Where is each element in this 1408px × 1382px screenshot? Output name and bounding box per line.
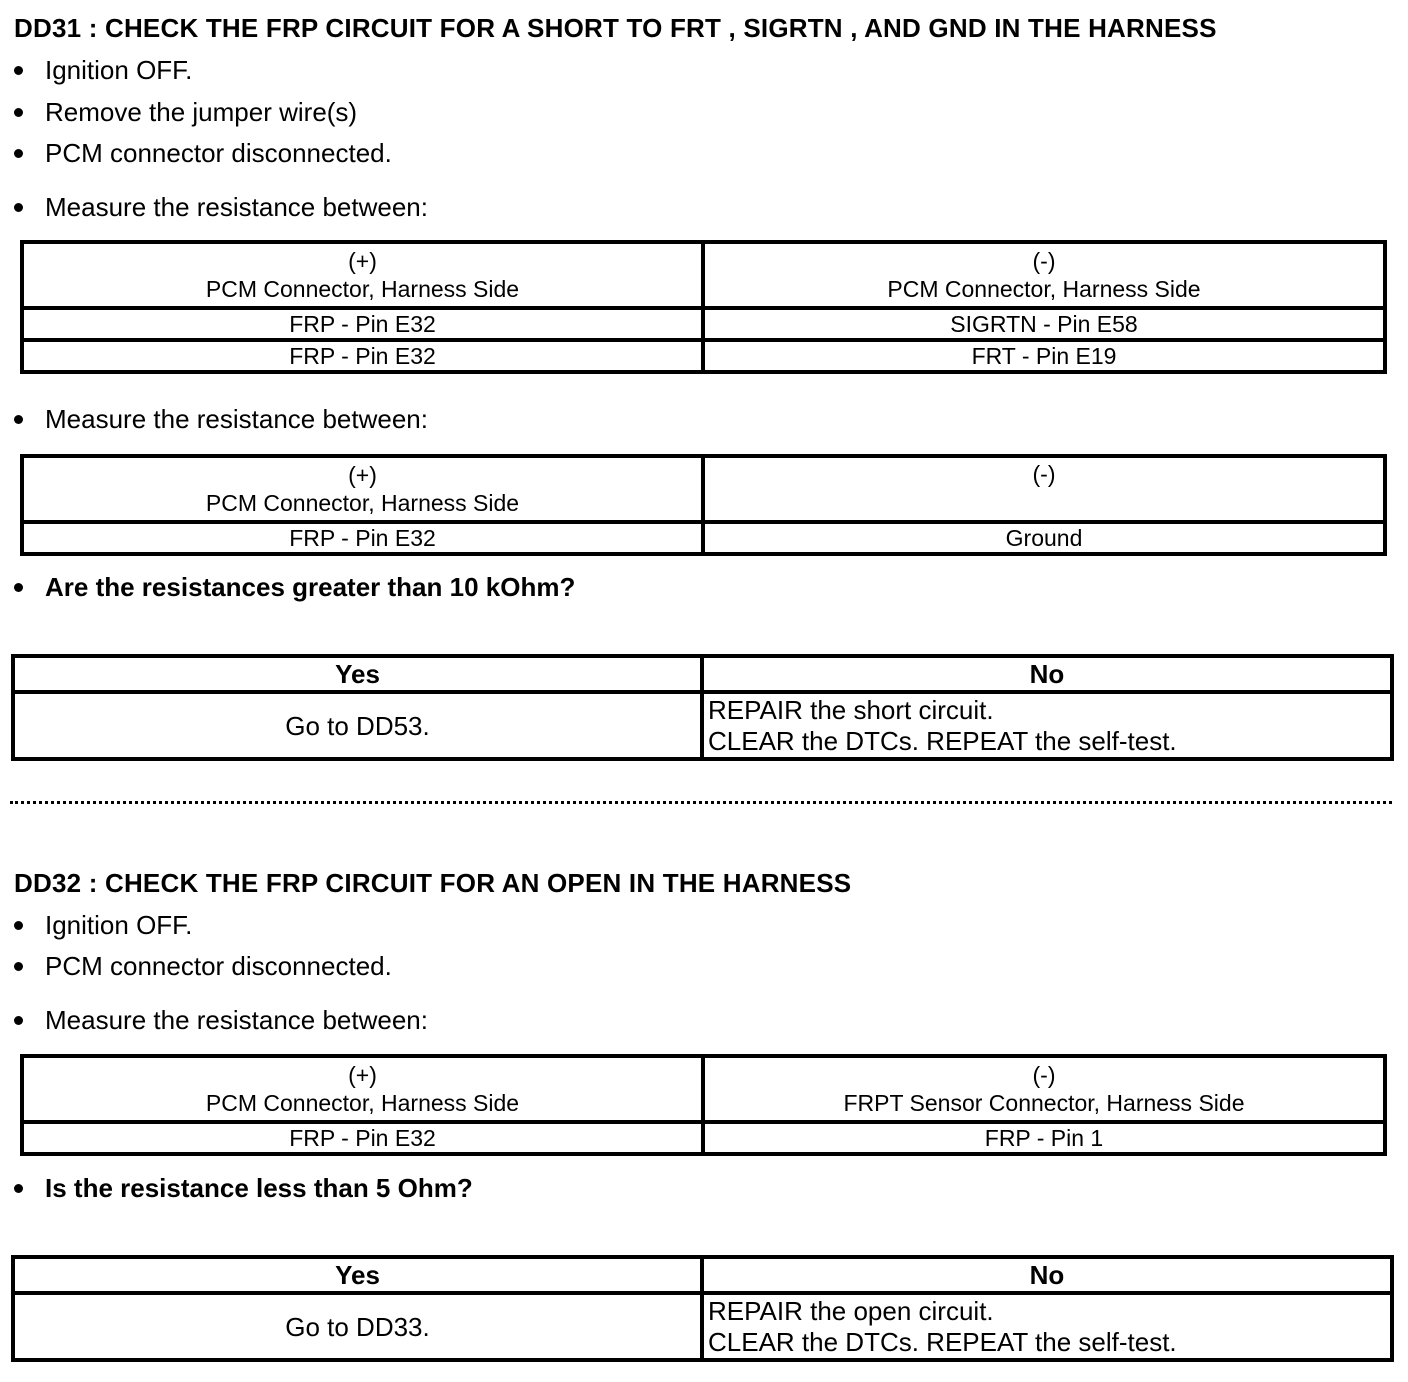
step-text: Ignition OFF.: [45, 910, 193, 940]
header-label: PCM Connector, Harness Side: [205, 276, 520, 302]
step-text: PCM connector disconnected.: [45, 951, 392, 981]
yes-action: Go to DD33.: [13, 1293, 702, 1360]
table-cell: FRP - Pin E32: [22, 340, 703, 372]
no-action-line: REPAIR the open circuit.: [708, 1295, 994, 1326]
dd32-decision-table: [11, 1255, 1394, 1362]
dd31-heading: DD31 : CHECK THE FRP CIRCUIT FOR A SHORT TO FRT , SIGRTN , AND GND IN THE HARNESS: [14, 13, 1217, 43]
dd32-heading: DD32 : CHECK THE FRP CIRCUIT FOR AN OPEN IN THE HARNESS: [14, 868, 852, 898]
table-header-minus: [703, 456, 1385, 522]
table-cell: FRT - Pin E19: [703, 340, 1385, 372]
dd31-decision-table: [11, 654, 1394, 761]
table-cell: Ground: [703, 522, 1385, 554]
dd31-step-jumper: [14, 97, 357, 127]
header-label: FRPT Sensor Connector, Harness Side: [843, 1090, 1245, 1116]
table-cell: FRP - Pin E32: [22, 1122, 703, 1154]
bullet-icon: [14, 66, 23, 75]
no-header: No: [702, 1257, 1392, 1293]
dd32-measure-1: [14, 1005, 428, 1035]
dd31-question: [14, 572, 575, 602]
bullet-icon: [14, 1184, 23, 1193]
table-cell: FRP - Pin 1: [703, 1122, 1385, 1154]
question-text: Is the resistance less than 5 Ohm?: [45, 1173, 473, 1203]
no-action: [702, 692, 1392, 759]
table-header-plus: [22, 456, 703, 522]
header-sign: (-): [1032, 461, 1056, 487]
header-sign: (+): [348, 1062, 377, 1088]
step-text: Remove the jumper wire(s): [45, 97, 358, 127]
dd32-measure-table-1: [20, 1054, 1387, 1156]
header-sign: (+): [348, 462, 377, 488]
header-sign: (-): [1032, 248, 1056, 274]
dd31-measure-table-1: [20, 240, 1387, 374]
step-text: Measure the resistance between:: [45, 1005, 428, 1035]
dd32-step-ignition: [14, 910, 192, 940]
dd31-step-ignition: [14, 55, 192, 85]
header-sign: (-): [1032, 1062, 1056, 1088]
table-header-plus: [22, 1056, 703, 1122]
step-text: Measure the resistance between:: [45, 192, 428, 222]
yes-header: Yes: [13, 1257, 702, 1293]
dd31-measure-1: [14, 192, 428, 222]
bullet-icon: [14, 921, 23, 930]
dd31-step-connector: [14, 138, 392, 168]
table-header-plus: [22, 242, 703, 308]
table-header-minus: [703, 242, 1385, 308]
bullet-icon: [14, 1016, 23, 1025]
dd31-measure-table-2: [20, 454, 1387, 556]
bullet-icon: [14, 583, 23, 592]
table-cell: FRP - Pin E32: [22, 308, 703, 340]
bullet-icon: [14, 149, 23, 158]
header-sign: (+): [348, 248, 377, 274]
dd32-step-connector: [14, 951, 392, 981]
question-text: Are the resistances greater than 10 kOhm?: [45, 572, 576, 602]
no-action-line: CLEAR the DTCs. REPEAT the self-test.: [708, 1326, 1177, 1357]
dd32-question: [14, 1173, 473, 1203]
step-text: Measure the resistance between:: [45, 404, 428, 434]
bullet-icon: [14, 415, 23, 424]
no-action-line: CLEAR the DTCs. REPEAT the self-test.: [708, 725, 1177, 756]
bullet-icon: [14, 108, 23, 117]
header-label: PCM Connector, Harness Side: [205, 490, 520, 516]
bullet-icon: [14, 203, 23, 212]
table-header-minus: [703, 1056, 1385, 1122]
table-cell: SIGRTN - Pin E58: [703, 308, 1385, 340]
section-divider: [10, 801, 1392, 804]
header-label: PCM Connector, Harness Side: [887, 276, 1201, 302]
bullet-icon: [14, 962, 23, 971]
no-action: [702, 1293, 1392, 1360]
step-text: PCM connector disconnected.: [45, 138, 392, 168]
no-action-line: REPAIR the short circuit.: [708, 694, 994, 725]
step-text: Ignition OFF.: [45, 55, 193, 85]
no-header: No: [702, 656, 1392, 692]
header-label: PCM Connector, Harness Side: [205, 1090, 520, 1116]
dd31-measure-2: [14, 404, 428, 434]
yes-action: Go to DD53.: [13, 692, 702, 759]
table-cell: FRP - Pin E32: [22, 522, 703, 554]
yes-header: Yes: [13, 656, 702, 692]
